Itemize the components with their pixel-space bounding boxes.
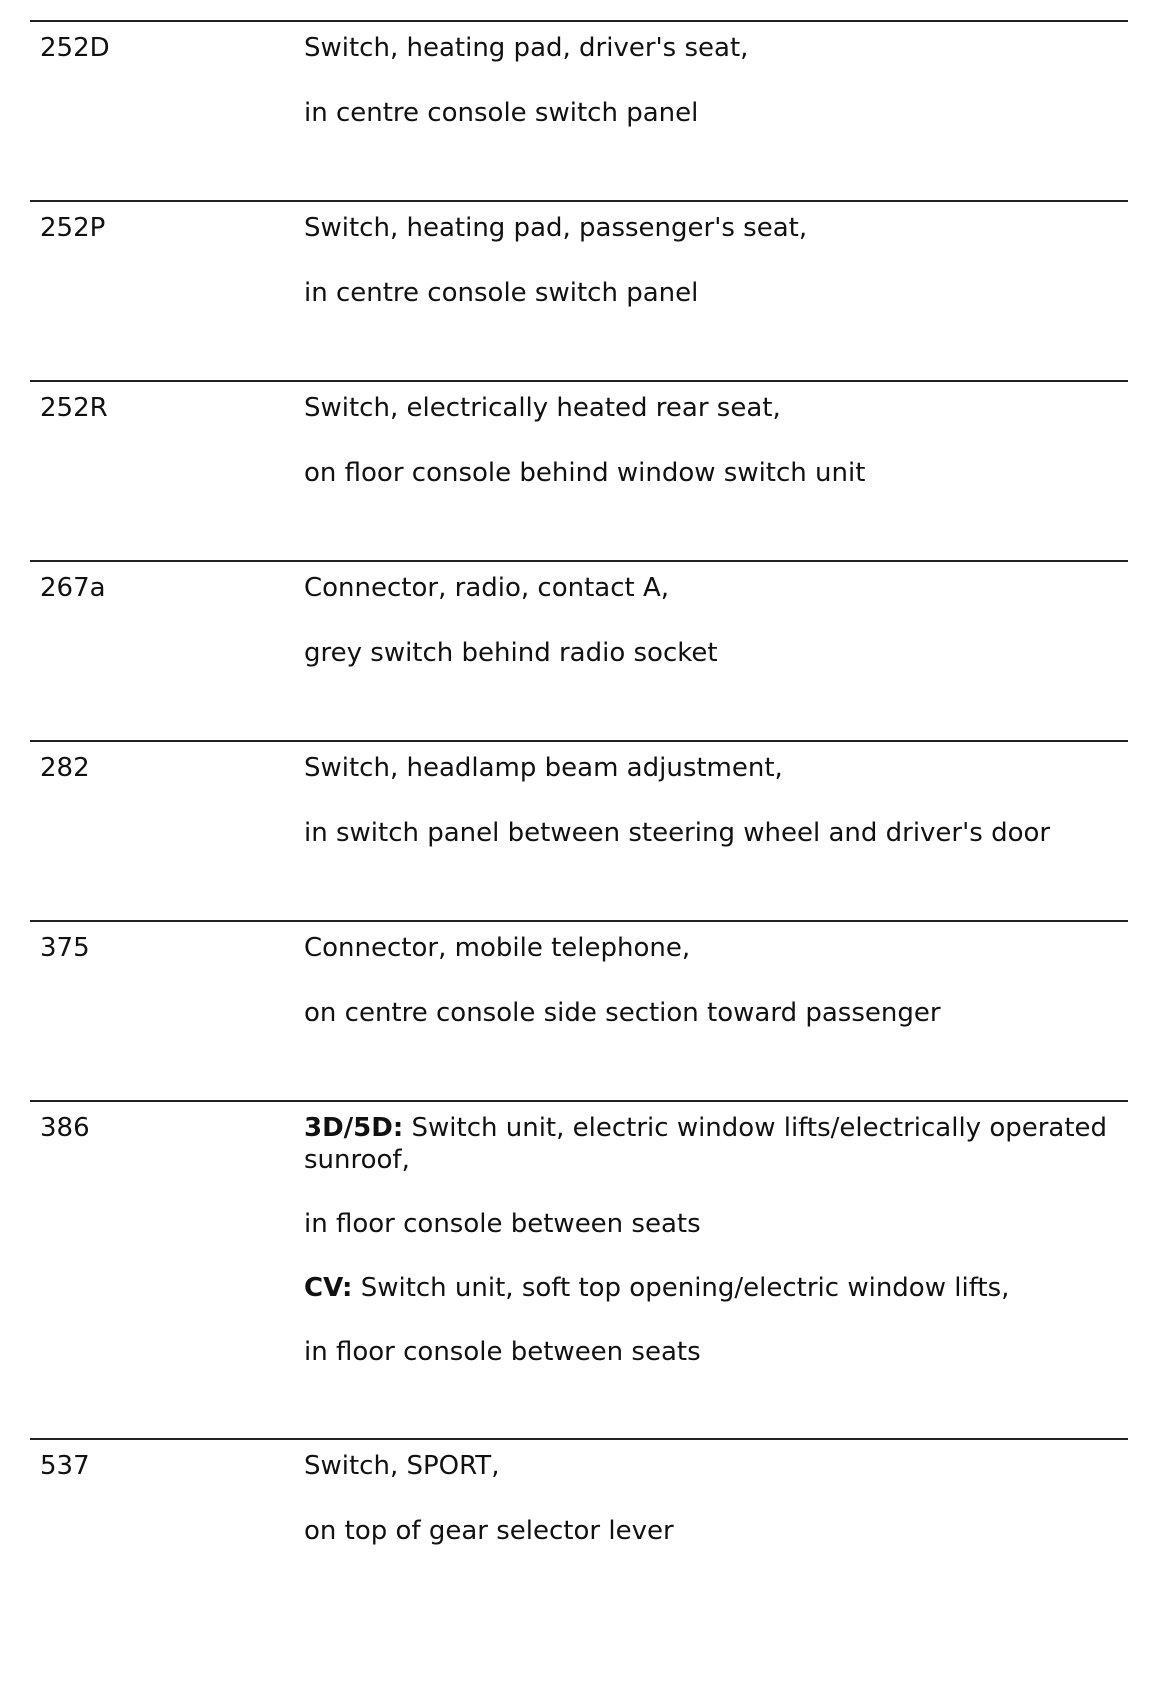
component-code: 267a (40, 573, 106, 603)
component-code: 252R (40, 393, 108, 423)
variant-text-3d5d: Switch unit, electric window lifts/electrically operated sunroof, (304, 1113, 1108, 1175)
entry-252R (30, 380, 1128, 562)
component-code: 375 (40, 933, 90, 963)
location-line: on floor console behind window switch unit (304, 458, 866, 488)
description-line: Switch, headlamp beam adjustment, (304, 753, 783, 783)
component-code: 252P (40, 213, 106, 243)
variant-prefix-3d5d: 3D/5D: (304, 1113, 404, 1143)
description-line: Switch, heating pad, driver's seat, (304, 33, 749, 63)
entry-267a (30, 560, 1128, 742)
location-line: on centre console side section toward passenger (304, 998, 941, 1028)
description-line: Switch, SPORT, (304, 1451, 500, 1481)
location-line: in switch panel between steering wheel and driver's door (304, 818, 1051, 848)
variant-description-cv (304, 1272, 1124, 1304)
description-line: Switch, heating pad, passenger's seat, (304, 213, 808, 243)
variant-prefix-cv: CV: (304, 1273, 353, 1303)
entry-252P (30, 200, 1128, 382)
location-line: on top of gear selector lever (304, 1516, 674, 1546)
description-line: Connector, mobile telephone, (304, 933, 691, 963)
component-code: 537 (40, 1451, 90, 1481)
variant-text-cv: Switch unit, soft top opening/electric window lifts, (360, 1273, 1010, 1303)
component-code: 386 (40, 1113, 90, 1143)
component-code: 282 (40, 753, 90, 783)
description-line: Connector, radio, contact A, (304, 573, 670, 603)
variant-location-cv: in floor console between seats (304, 1337, 701, 1367)
variant-description-3d5d (304, 1112, 1124, 1176)
entry-386 (30, 1100, 1128, 1440)
entry-537 (30, 1438, 1128, 1680)
entry-252D (30, 20, 1128, 202)
location-line: in centre console switch panel (304, 98, 699, 128)
entry-282 (30, 740, 1128, 922)
location-line: grey switch behind radio socket (304, 638, 718, 668)
location-line: in centre console switch panel (304, 278, 699, 308)
variant-location-3d5d: in floor console between seats (304, 1209, 701, 1239)
entry-375 (30, 920, 1128, 1102)
description-line: Switch, electrically heated rear seat, (304, 393, 781, 423)
component-code: 252D (40, 33, 110, 63)
